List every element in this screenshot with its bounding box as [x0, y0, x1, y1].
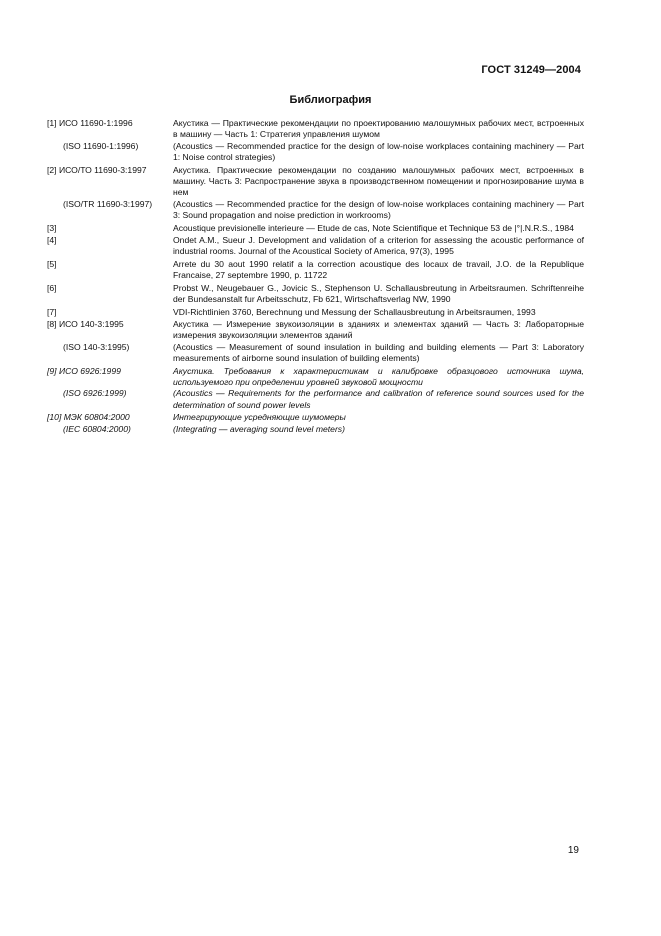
entry-reference: [4] — [47, 235, 57, 246]
entry-reference: [7] — [47, 306, 57, 317]
entry-reference: (ISO/TR 11690-3:1997) — [63, 198, 153, 209]
entry-description: Arrete du 30 aout 1990 relatif a la correction acoustique des locaux de travail, J.O. de la Republique Francaise, 27 septembre 1990, p. 11722 — [173, 258, 584, 281]
bibliography-entry — [47, 307, 584, 318]
entry-description: Акустика — Практические рекомендации по проектированию малошумных рабочих мест, встроенных в машину — Часть 1: Стратегия управления шумом — [173, 118, 584, 140]
entry-reference: [6] — [47, 282, 57, 293]
bibliography-entry — [47, 283, 584, 306]
bibliography-entry — [47, 366, 584, 389]
entry-description: Ondet A.M., Sueur J. Development and validation of a criterion for assessing the acoustic performance of industrial rooms. Journal of the Acoustical Society of America, 97(3), 1995 — [173, 235, 584, 257]
entry-reference: (IEC 60804:2000) — [63, 423, 131, 434]
bibliography-entry — [47, 141, 584, 164]
bibliography-title: Библиография — [289, 94, 372, 106]
bibliography-entry — [47, 235, 584, 258]
entry-reference: [8] ИСО 140-3:1995 — [47, 318, 124, 329]
entry-description: VDI-Richtlinien 3760, Berechnung und Messung der Schallausbreutung in Arbeitsraumen, 1993 — [173, 306, 536, 317]
entry-reference: (ISO 11690-1:1996) — [63, 140, 139, 151]
entry-reference: [2] ИСО/ТО 11690-3:1997 — [47, 164, 147, 175]
bibliography-entry — [47, 118, 584, 141]
bibliography-entry — [47, 388, 584, 411]
entry-description: Probst W., Neugebauer G., Jovicic S., Stephenson U. Schallausbreutung in Arbeitsraumen. Schriftenreihe der Bundesanstalt fur Arbeitsschutz, Fb 621, Wirtschaftsverlag NW, 1990 — [173, 282, 584, 305]
bibliography-entry — [47, 342, 584, 365]
bibliography-entry — [47, 223, 584, 234]
entry-description: Акустика — Измерение звукоизоляции в зданиях и элементах зданий — Часть 3: Лабораторные измерения звукоизоляции элементов зданий — [173, 318, 584, 341]
entry-reference: [9] ИСО 6926:1999 — [47, 365, 121, 376]
page-number: 19 — [567, 845, 579, 856]
entry-reference: [10] МЭК 60804:2000 — [47, 412, 130, 423]
entry-reference: [5] — [47, 258, 57, 269]
entry-reference: [3] — [47, 222, 57, 233]
standard-code-header: ГОСТ 31249—2004 — [481, 64, 581, 76]
entry-reference: [1] ИСО 11690-1:1996 — [47, 118, 133, 128]
bibliography-entry — [47, 259, 584, 282]
entry-description: (Acoustics — Recommended practice for the design of low-noise workplaces containing machinery — Part 1: Noise control strategies) — [173, 140, 584, 163]
entry-description: Acoustique previsionelle interieure — Etude de cas, Note Scientifique et Technique 53 de |°|.N.R.S., 1984 — [173, 222, 574, 233]
bibliography-entry — [47, 424, 584, 435]
bibliography-entry — [47, 165, 584, 199]
entry-reference: (ISO 6926:1999) — [63, 388, 127, 399]
entry-description: (Acoustics — Requirements for the performance and calibration of reference sound sources used for the determination of sound power levels — [173, 388, 584, 410]
entry-description: Интегрирующие усредняющие шумомеры — [173, 412, 346, 423]
bibliography-list — [47, 118, 584, 435]
entry-description: Акустика. Требования к характеристикам и калибровке образцового источника шума, используемого при определении уровней звуковой мощности — [173, 365, 584, 387]
bibliography-entry — [47, 199, 584, 222]
entry-description: (Acoustics — Measurement of sound insulation in building and building elements — Part 3: Laboratory measurements of airborne sound insulation of building elements) — [173, 341, 584, 364]
bibliography-entry — [47, 412, 584, 423]
entry-description: (Integrating — averaging sound level meters) — [173, 423, 345, 434]
entry-description: Акустика. Практические рекомендации по созданию малошумных рабочих мест, встроенных в машину. Часть 3: Распространение звука в производственном помещении и прогнозирование шума в нем — [173, 164, 584, 198]
entry-description: (Acoustics — Recommended practice for the design of low-noise workplaces containing machinery — Part 3: Sound propagation and noise prediction in workrooms) — [173, 198, 584, 221]
bibliography-entry — [47, 319, 584, 342]
entry-reference: (ISO 140-3:1995) — [63, 341, 130, 352]
